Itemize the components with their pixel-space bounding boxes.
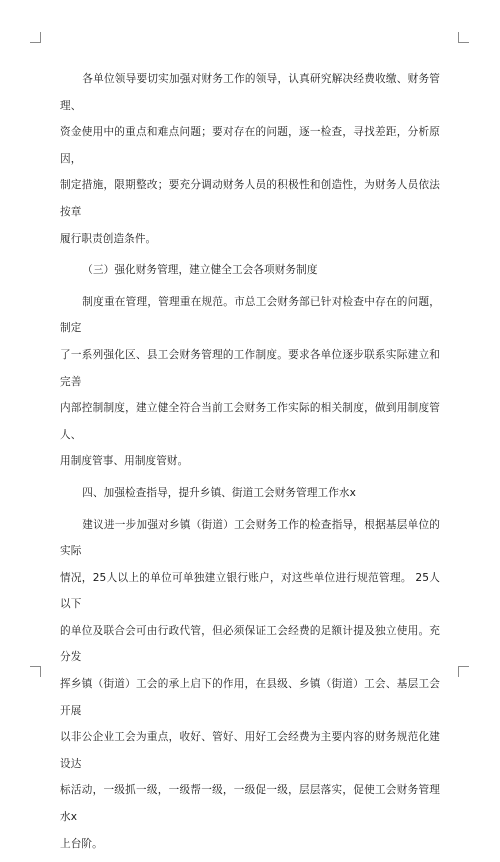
crop-mark-bottom-left (30, 666, 41, 677)
text-line: 资金使用中的重点和难点问题；要对存在的问题，逐一检查，寻找差距，分析原因， (60, 126, 440, 165)
text-line: 情况，25人以上的单位可单独建立银行账户，对这些单位进行规范管理。 25人以下 (60, 571, 440, 611)
crop-mark-top-left (30, 32, 41, 43)
text-line: 上台阶。 (60, 837, 103, 850)
text-line: 履行职责创造条件。 (60, 232, 157, 245)
text-line: 以非公企业工会为重点，收好、管好、用好工会经费为主要内容的财务规范化建设达 (60, 731, 440, 770)
text-line: 的单位及联合会可由行政代管，但必须保证工会经费的足额计提及独立使用。充分发 (60, 624, 440, 664)
text-line: 标活动，一级抓一级，一级帮一级，一级促一级，层层落实，促使工会财务管理水x (60, 784, 440, 824)
crop-mark-bottom-right (458, 666, 469, 677)
section-heading-3 (60, 257, 440, 284)
paragraph-leadership (60, 66, 440, 252)
text-line: 各单位领导要切实加强对财务工作的领导，认真研究解决经费收缴、财务管理、 (60, 73, 440, 112)
text-line: 了一系列强化区、县工会财务管理的工作制度。要求各单位逐步联系实际建立和完善 (60, 348, 440, 388)
heading-text: （三）强化财务管理，建立健全工会各项财务制度 (82, 264, 318, 277)
text-line: 制度重在管理，管理重在规范。市总工会财务部已针对检查中存在的问题，制定 (60, 295, 440, 335)
document-body (60, 66, 440, 862)
text-line: 用制度管事、用制度管财。 (60, 455, 189, 468)
paragraph-regulation (60, 289, 440, 475)
text-line: 挥乡镇（街道）工会的承上启下的作用，在县级、乡镇（街道）工会、基层工会开展 (60, 678, 440, 717)
text-line: 制定措施，限期整改；要充分调动财务人员的积极性和创造性，为财务人员依法按章 (60, 179, 440, 218)
paragraph-guidance (60, 512, 440, 858)
section-heading-4 (60, 480, 440, 507)
crop-mark-top-right (458, 32, 469, 43)
text-line: 建议进一步加强对乡镇（街道）工会财务工作的检查指导，根据基层单位的实际 (60, 518, 440, 558)
text-line: 内部控制制度，建立健全符合当前工会财务工作实际的相关制度，做到用制度管人、 (60, 402, 440, 441)
heading-text: 四、加强检查指导，提升乡镇、街道工会财务管理工作水x (82, 486, 356, 499)
